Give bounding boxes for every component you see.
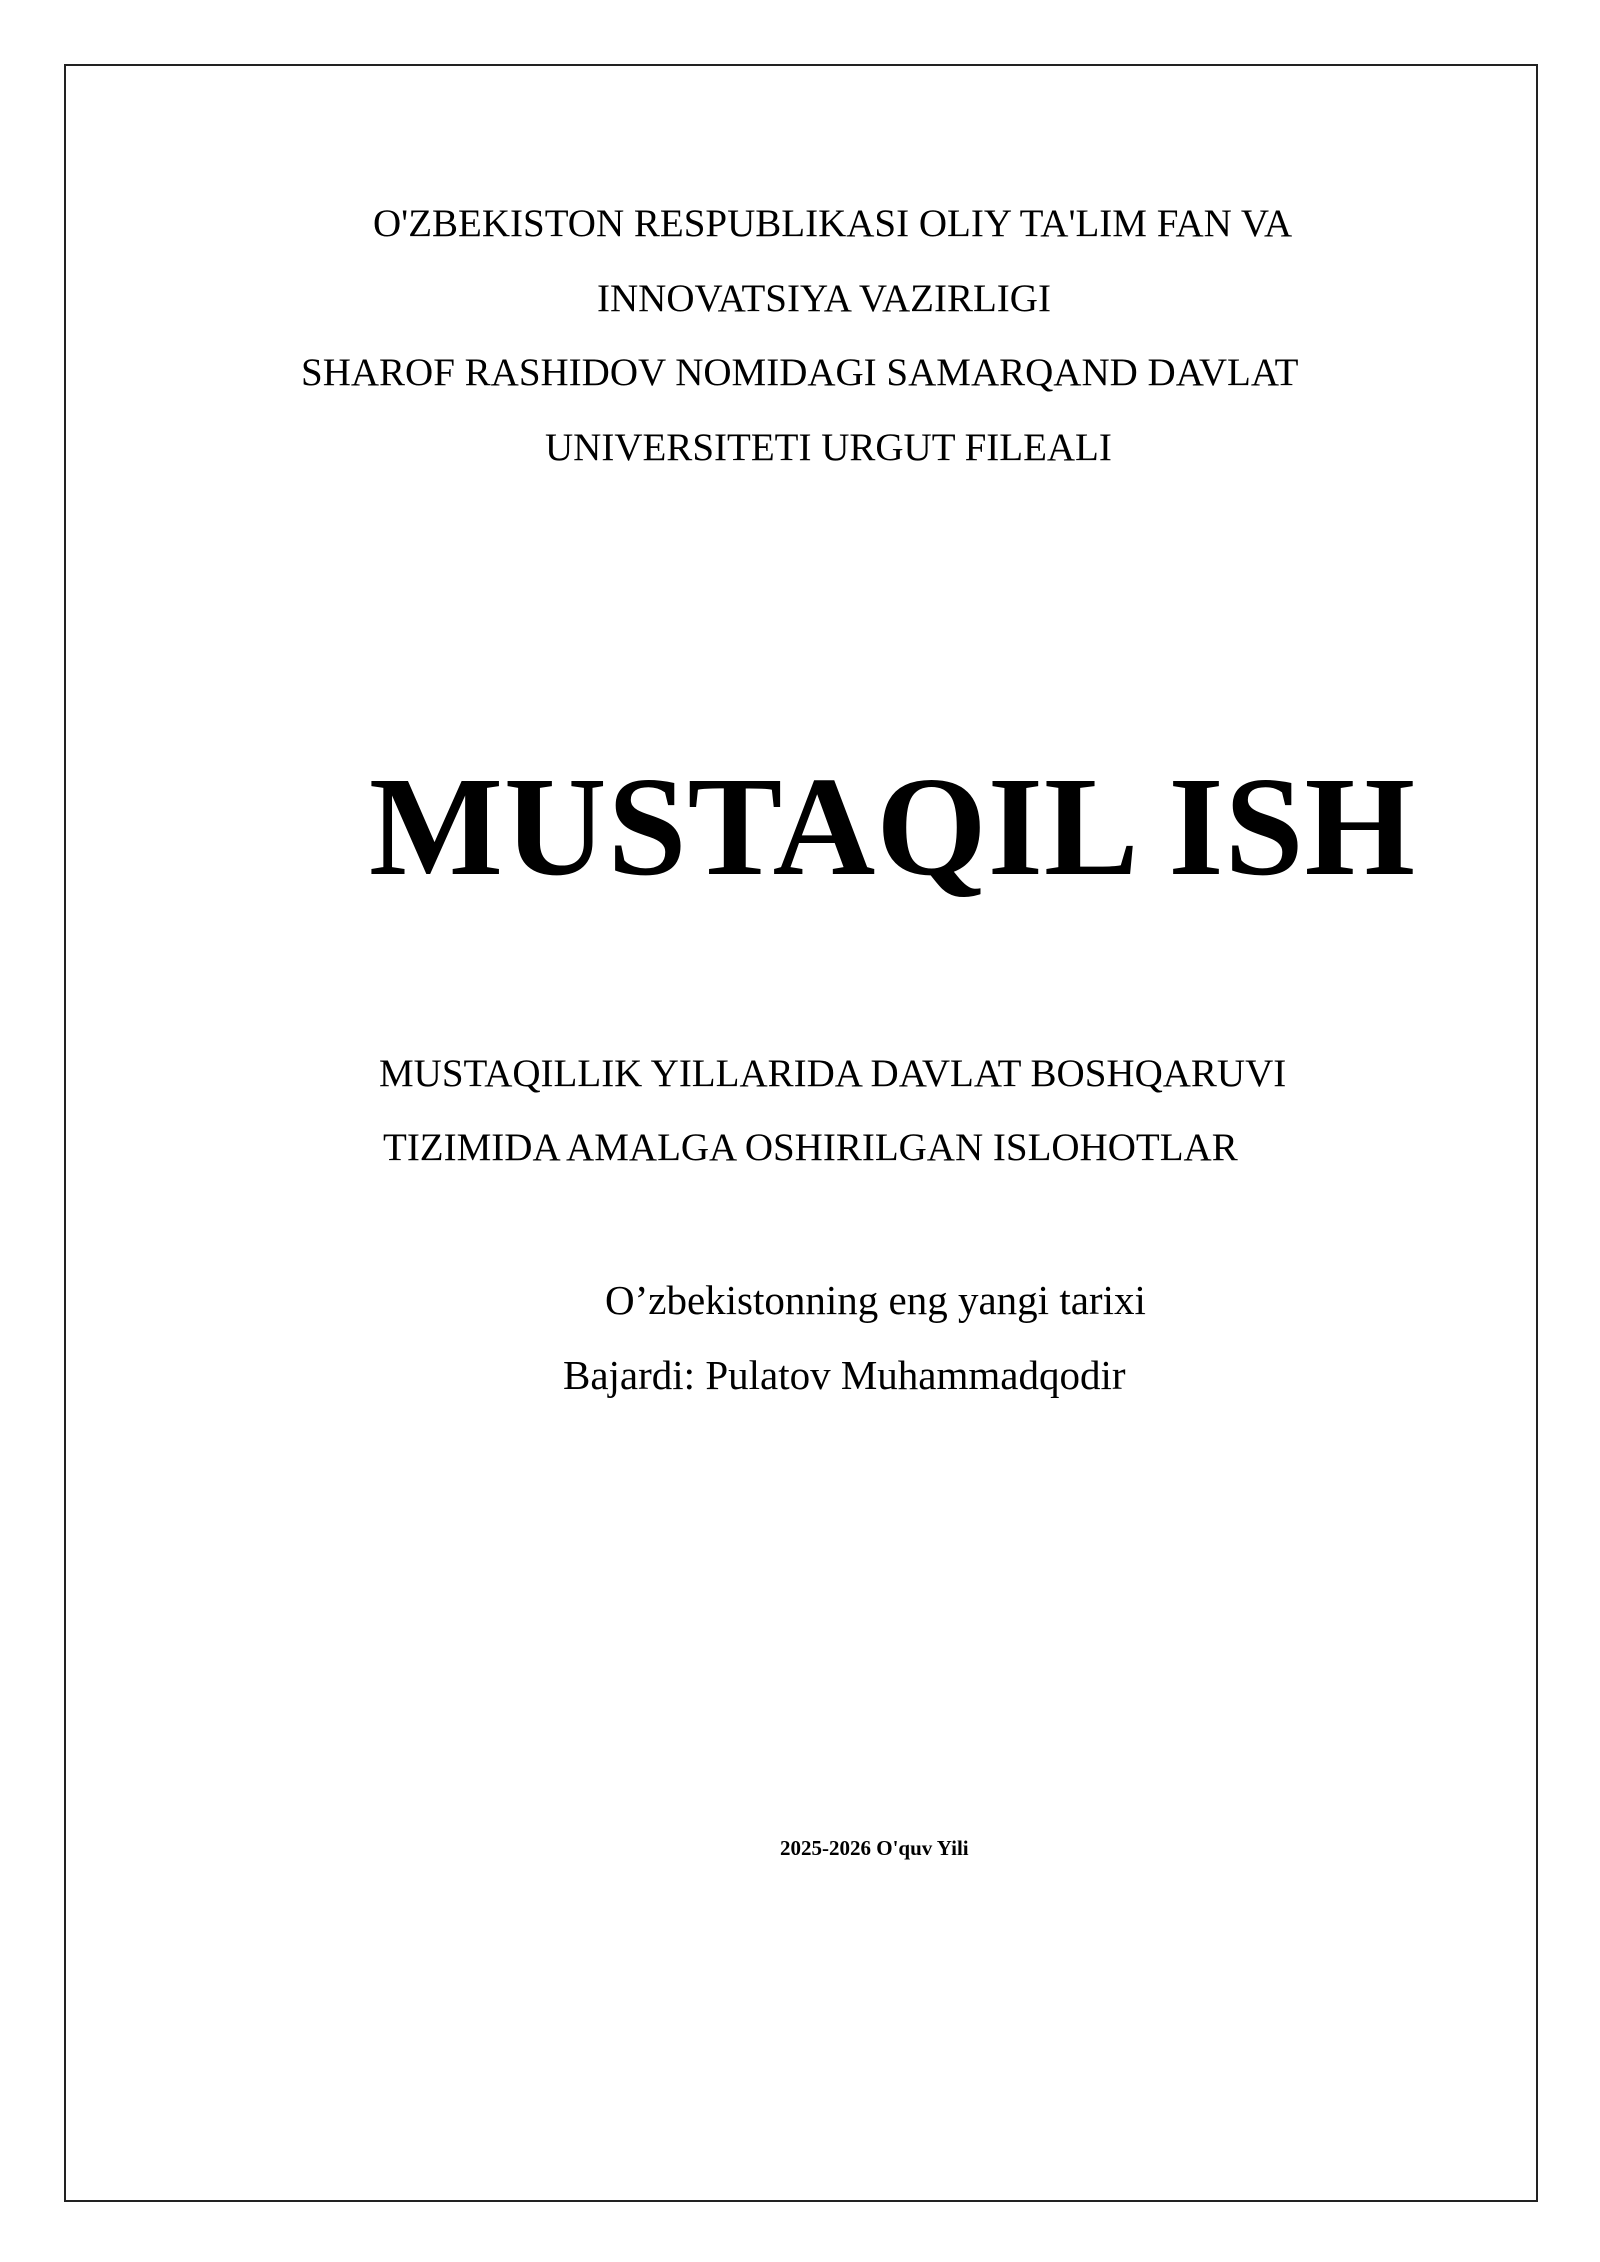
ministry-name-line-1: O'ZBEKISTON RESPUBLIKASI OLIY TA'LIM FAN VA	[373, 202, 1293, 245]
university-name-line-1: SHAROF RASHIDOV NOMIDAGI SAMARQAND DAVLAT	[301, 351, 1299, 394]
document-title: MUSTAQIL ISH	[369, 747, 1417, 905]
topic-line-2: TIZIMIDA AMALGA OSHIRILGAN ISLOHOTLAR	[383, 1126, 1238, 1169]
topic-line-1: MUSTAQILLIK YILLARIDA DAVLAT BOSHQARUVI	[379, 1052, 1287, 1095]
subject-name: O’zbekistonning eng yangi tarixi	[605, 1277, 1146, 1323]
ministry-name-line-2: INNOVATSIYA VAZIRLIGI	[597, 277, 1051, 320]
university-name-line-2: UNIVERSITETI URGUT FILEALI	[545, 426, 1112, 469]
academic-year: 2025-2026 O'quv Yili	[780, 1836, 969, 1860]
author-name: Bajardi: Pulatov Muhammadqodir	[563, 1352, 1126, 1398]
